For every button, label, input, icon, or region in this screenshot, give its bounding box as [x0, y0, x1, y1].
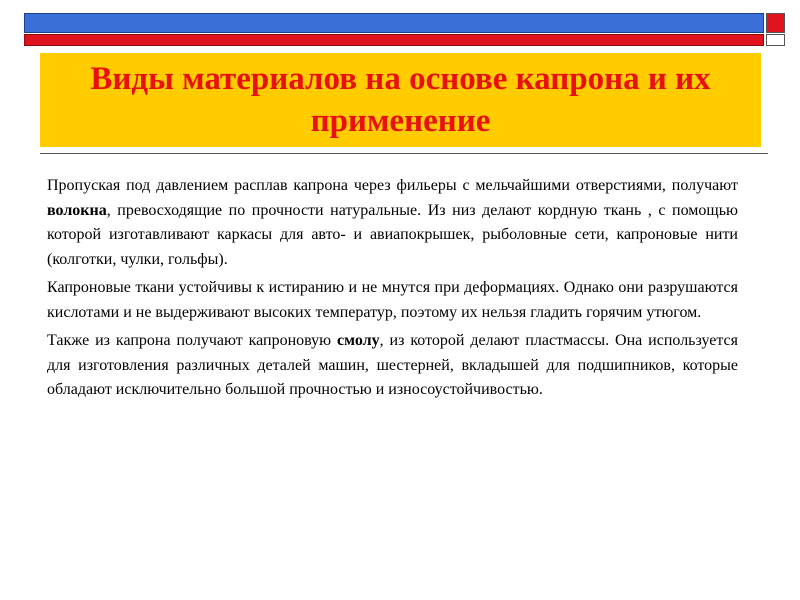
header-bar-red: [24, 34, 764, 46]
header-square-white: [766, 34, 785, 46]
paragraph-resin-text-1: Также из капрона получают капроновую: [47, 332, 338, 349]
keyword-resin: смолу: [337, 332, 380, 349]
header-square-red: [766, 13, 785, 33]
slide-title-box: [40, 53, 761, 147]
paragraph-fabrics: Капроновые ткани устойчивы к истиранию и не мнутся при деформациях. Однако они разрушаются кислотами и не выдерживают высоких температур, поэтому их нельзя гладить горячим утюгом.: [47, 279, 738, 321]
title-divider: [40, 153, 768, 154]
slide-body: [47, 174, 738, 407]
paragraph-fibers: [47, 174, 738, 272]
keyword-fibers: волокна: [47, 201, 107, 219]
paragraph-resin-text-2: , из которой делают пластмассы. Она используется для изготовления различных деталей машин, шестерней, вкладышей для подшипников, которые обладают исключительно большой прочностью и износоустойчивостью.: [47, 332, 739, 398]
paragraph-fibers-text-2: , превосходящие по прочности натуральные. Из низ делают кордную ткань , с помощью которой изготавливают каркасы для авто- и авиапокрышек, рыболовные сети, капроновые нити (колготки, чулки, гольфы).: [47, 201, 738, 268]
paragraph-resin: [47, 329, 738, 403]
header-bar-blue: [24, 13, 764, 33]
slide-title: Виды материалов на основе капрона и их применение: [90, 61, 711, 139]
paragraph-fibers-text-1: Пропуская под давлением расплав капрона через фильеры с мельчайшими отверстиями, получают: [47, 177, 738, 194]
